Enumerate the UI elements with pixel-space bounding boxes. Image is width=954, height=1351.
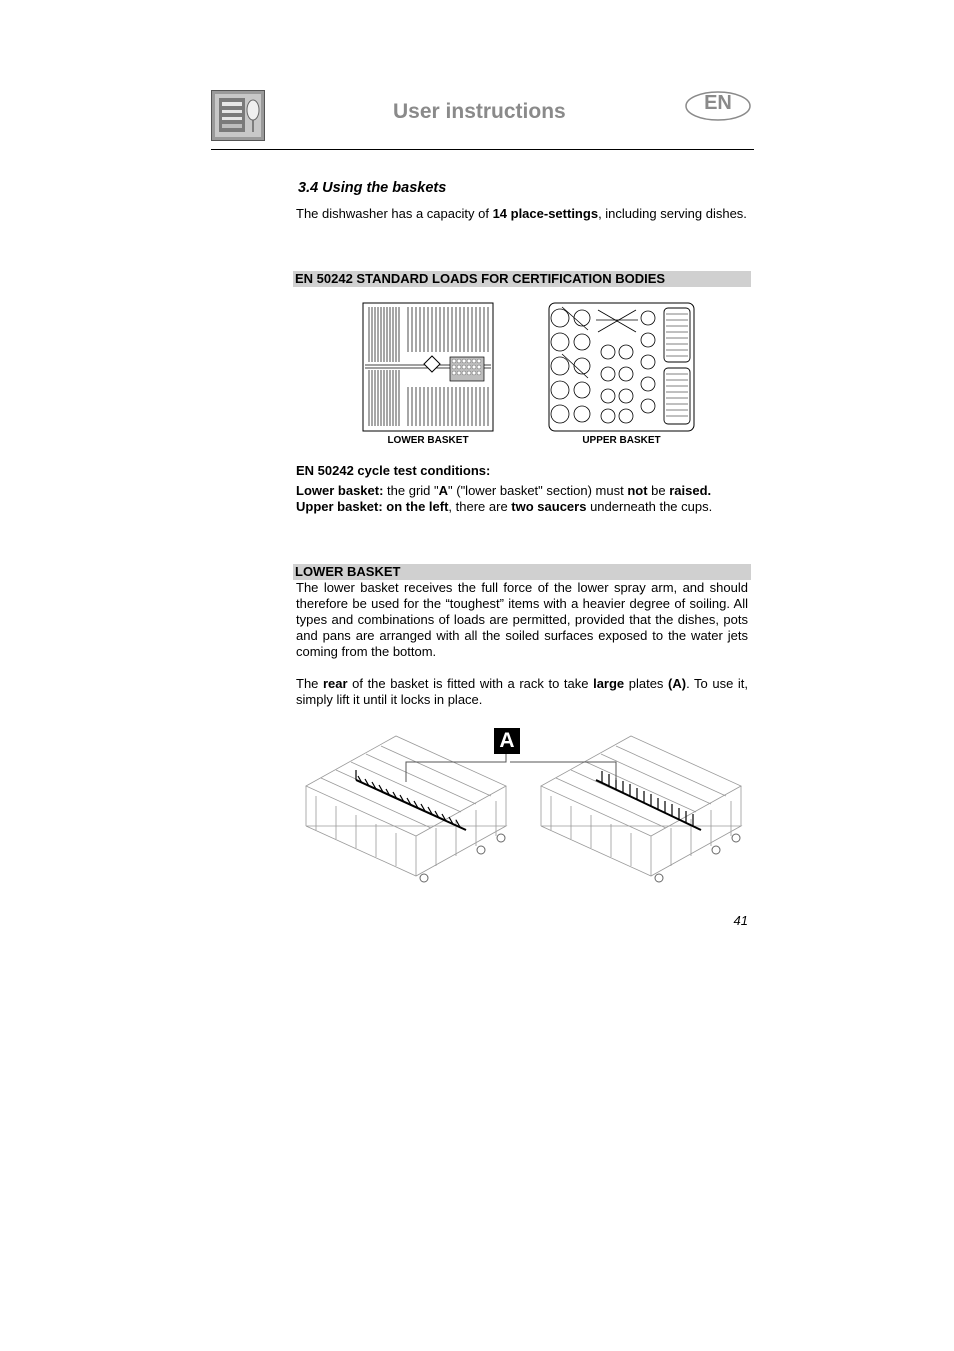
callout-label-a: A xyxy=(499,729,515,752)
text-span: . To use it, simply lift it until it locks in place. xyxy=(296,676,748,707)
lower-basket-load-diagram xyxy=(362,302,494,432)
basket-rack-illustration xyxy=(296,726,748,892)
text-span: of the basket is fitted with a rack to take xyxy=(347,676,594,691)
large-emphasis: large xyxy=(593,676,625,691)
intro-text: The dishwasher has a capacity of xyxy=(296,206,493,221)
page-number: 41 xyxy=(733,913,748,928)
standard-loads-heading: EN 50242 STANDARD LOADS FOR CERTIFICATION BODIES xyxy=(293,271,751,287)
page-title: User instructions xyxy=(393,100,566,123)
header-divider xyxy=(211,149,754,150)
dishwasher-logo-icon xyxy=(211,90,265,141)
intro-paragraph xyxy=(296,206,754,222)
text-span: be xyxy=(647,483,670,498)
text-span: the grid " xyxy=(383,483,439,498)
lower-basket-caption: LOWER BASKET xyxy=(387,435,469,446)
cycle-test-upper-line xyxy=(296,499,754,515)
lower-basket-label: Lower basket: xyxy=(296,483,384,498)
text-span: plates xyxy=(624,676,669,691)
cycle-test-heading: EN 50242 cycle test conditions: xyxy=(296,463,491,478)
two-saucers-emphasis: two saucers xyxy=(511,499,587,514)
text-span: The xyxy=(296,676,323,691)
upper-basket-load-diagram xyxy=(548,302,695,432)
not-emphasis: not xyxy=(627,483,648,498)
lower-basket-paragraph: The lower basket receives the full force of the lower spray arm, and should therefore be used for the “toughest” items with a heavier degree of soiling. All types and combinations of loads are permitted, provided that the dishes, pots and pans are arranged with all the soiled surfaces exposed to the water jets coming from the bottom. xyxy=(296,580,748,659)
lower-basket-rack-paragraph xyxy=(296,676,748,708)
section-title: 3.4 Using the baskets xyxy=(298,180,447,196)
text-span: underneath the cups. xyxy=(586,499,713,514)
text-span: " ("lower basket" section) must xyxy=(448,483,628,498)
language-badge: EN xyxy=(704,92,732,114)
grid-a-label: A xyxy=(438,483,449,498)
text-span: , there are xyxy=(448,499,512,514)
upper-basket-caption: UPPER BASKET xyxy=(582,435,661,446)
upper-basket-label: Upper basket: on the left xyxy=(296,499,449,514)
cycle-test-lower-line xyxy=(296,483,754,499)
rear-emphasis: rear xyxy=(322,676,348,691)
intro-capacity: 14 place-settings xyxy=(492,206,599,221)
lower-basket-heading: LOWER BASKET xyxy=(293,564,751,580)
a-reference: (A) xyxy=(668,676,687,691)
intro-text-end: , including serving dishes. xyxy=(598,206,747,221)
raised-emphasis: raised. xyxy=(669,483,712,498)
